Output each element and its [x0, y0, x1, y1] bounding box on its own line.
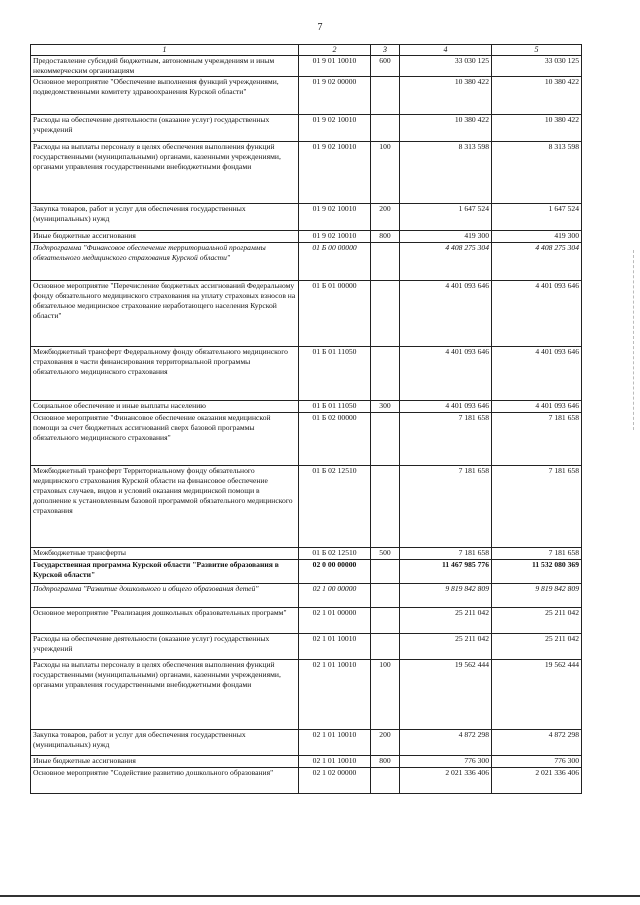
row-type-cell: 800 — [371, 756, 400, 768]
row-value-2-cell: 11 532 080 369 — [492, 560, 582, 584]
row-code-cell: 02 1 01 10010 — [299, 730, 371, 756]
row-value-2-cell: 25 211 042 — [492, 634, 582, 660]
table-row — [31, 56, 582, 77]
row-code-cell: 01 9 01 10010 — [299, 56, 371, 77]
row-type-cell: 200 — [371, 730, 400, 756]
row-value-1-cell: 10 380 422 — [400, 115, 492, 142]
row-value-1-cell: 4 401 093 646 — [400, 281, 492, 347]
table-row — [31, 756, 582, 768]
table-row — [31, 401, 582, 413]
row-value-1-cell: 4 872 298 — [400, 730, 492, 756]
row-type-cell: 100 — [371, 142, 400, 204]
header-col-1: 1 — [31, 45, 299, 56]
table-row — [31, 413, 582, 466]
header-col-2: 2 — [299, 45, 371, 56]
row-name-cell: Основное мероприятие "Реализация дошкольных образовательных программ" — [31, 608, 299, 634]
row-code-cell: 01 Б 01 11050 — [299, 401, 371, 413]
row-value-2-cell: 776 300 — [492, 756, 582, 768]
table-row — [31, 730, 582, 756]
row-value-1-cell: 4 401 093 646 — [400, 347, 492, 401]
row-type-cell — [371, 560, 400, 584]
row-value-2-cell: 8 313 598 — [492, 142, 582, 204]
row-type-cell — [371, 77, 400, 115]
table-row — [31, 660, 582, 730]
row-name-cell: Межбюджетные трансферты — [31, 548, 299, 560]
row-code-cell: 02 1 01 00000 — [299, 608, 371, 634]
row-value-2-cell: 4 401 093 646 — [492, 347, 582, 401]
budget-table — [30, 44, 582, 794]
table-row — [31, 231, 582, 243]
page-bottom-line — [0, 895, 640, 897]
row-name-cell: Межбюджетный трансферт Федеральному фонду обязательного медицинского страхования в части финансирования территориальной программы обязательного медицинского страхования — [31, 347, 299, 401]
row-value-1-cell: 419 300 — [400, 231, 492, 243]
table-row — [31, 142, 582, 204]
row-code-cell: 01 Б 01 00000 — [299, 281, 371, 347]
table-row — [31, 466, 582, 548]
row-code-cell: 01 Б 02 12510 — [299, 548, 371, 560]
row-code-cell: 02 1 01 10010 — [299, 634, 371, 660]
table-row — [31, 281, 582, 347]
row-value-1-cell: 25 211 042 — [400, 634, 492, 660]
row-value-2-cell: 9 819 842 809 — [492, 584, 582, 608]
row-value-2-cell: 4 408 275 304 — [492, 243, 582, 281]
header-col-3: 3 — [371, 45, 400, 56]
row-name-cell: Закупка товаров, работ и услуг для обеспечения государственных (муниципальных) нужд — [31, 204, 299, 231]
row-name-cell: Иные бюджетные ассигнования — [31, 756, 299, 768]
table-row — [31, 768, 582, 794]
row-name-cell: Подпрограмма "Финансовое обеспечение территориальной программы обязательного медицинского страхования Курской области" — [31, 243, 299, 281]
row-code-cell: 01 Б 00 00000 — [299, 243, 371, 281]
row-value-2-cell: 4 401 093 646 — [492, 281, 582, 347]
row-name-cell: Межбюджетный трансферт Территориальному фонду обязательного медицинского страхования Курской области на финансовое обеспечение страховых случаев, видов и условий оказания медицинской помощи в дополнение к установленным базовой программой обязательного медицинского страхования — [31, 466, 299, 548]
row-value-2-cell: 4 401 093 646 — [492, 401, 582, 413]
row-type-cell — [371, 768, 400, 794]
row-value-1-cell: 10 380 422 — [400, 77, 492, 115]
row-value-2-cell: 33 030 125 — [492, 56, 582, 77]
row-value-1-cell: 11 467 985 776 — [400, 560, 492, 584]
row-name-cell: Расходы на обеспечение деятельности (оказание услуг) государственных учреждений — [31, 115, 299, 142]
row-type-cell — [371, 466, 400, 548]
row-value-1-cell: 7 181 658 — [400, 413, 492, 466]
row-code-cell: 02 1 01 10010 — [299, 756, 371, 768]
row-value-1-cell: 2 021 336 406 — [400, 768, 492, 794]
row-code-cell: 01 Б 02 12510 — [299, 466, 371, 548]
row-value-1-cell: 1 647 524 — [400, 204, 492, 231]
row-code-cell: 01 9 02 10010 — [299, 204, 371, 231]
table-body — [31, 56, 582, 794]
row-code-cell: 01 Б 01 11050 — [299, 347, 371, 401]
row-type-cell — [371, 243, 400, 281]
row-type-cell — [371, 347, 400, 401]
row-value-2-cell: 10 380 422 — [492, 77, 582, 115]
row-code-cell: 01 9 02 10010 — [299, 231, 371, 243]
row-value-1-cell: 33 030 125 — [400, 56, 492, 77]
table-row — [31, 608, 582, 634]
header-col-5: 5 — [492, 45, 582, 56]
row-code-cell: 01 9 02 00000 — [299, 77, 371, 115]
table-row — [31, 243, 582, 281]
row-type-cell: 200 — [371, 204, 400, 231]
header-col-4: 4 — [400, 45, 492, 56]
row-type-cell: 300 — [371, 401, 400, 413]
row-name-cell: Расходы на выплаты персоналу в целях обеспечения выполнения функций государственными (муниципальными) органами, казенными учреждениями, органами управления государственными внебюджетными фондами — [31, 142, 299, 204]
row-type-cell — [371, 115, 400, 142]
row-code-cell: 02 0 00 00000 — [299, 560, 371, 584]
row-value-2-cell: 1 647 524 — [492, 204, 582, 231]
row-code-cell: 02 1 00 00000 — [299, 584, 371, 608]
row-value-2-cell: 4 872 298 — [492, 730, 582, 756]
row-code-cell: 01 9 02 10010 — [299, 115, 371, 142]
table-row — [31, 634, 582, 660]
row-name-cell: Предоставление субсидий бюджетным, автономным учреждениям и иным некоммерческим организациям — [31, 56, 299, 77]
row-name-cell: Основное мероприятие "Содействие развитию дошкольного образования" — [31, 768, 299, 794]
table-row — [31, 560, 582, 584]
row-value-2-cell: 7 181 658 — [492, 466, 582, 548]
row-name-cell: Государственная программа Курской области "Развитие образования в Курской области" — [31, 560, 299, 584]
row-value-2-cell: 2 021 336 406 — [492, 768, 582, 794]
table-row — [31, 548, 582, 560]
row-type-cell: 800 — [371, 231, 400, 243]
row-code-cell: 02 1 01 10010 — [299, 660, 371, 730]
row-name-cell: Закупка товаров, работ и услуг для обеспечения государственных (муниципальных) нужд — [31, 730, 299, 756]
row-type-cell — [371, 413, 400, 466]
row-value-2-cell: 19 562 444 — [492, 660, 582, 730]
row-value-2-cell: 25 211 042 — [492, 608, 582, 634]
row-type-cell — [371, 608, 400, 634]
row-value-1-cell: 7 181 658 — [400, 548, 492, 560]
row-type-cell: 100 — [371, 660, 400, 730]
row-value-1-cell: 8 313 598 — [400, 142, 492, 204]
table-row — [31, 584, 582, 608]
row-value-2-cell: 419 300 — [492, 231, 582, 243]
row-value-2-cell: 7 181 658 — [492, 548, 582, 560]
page-number: 7 — [317, 22, 323, 33]
row-code-cell: 01 Б 02 00000 — [299, 413, 371, 466]
row-type-cell: 500 — [371, 548, 400, 560]
row-value-1-cell: 25 211 042 — [400, 608, 492, 634]
row-name-cell: Расходы на обеспечение деятельности (оказание услуг) государственных учреждений — [31, 634, 299, 660]
row-value-1-cell: 776 300 — [400, 756, 492, 768]
row-type-cell — [371, 281, 400, 347]
row-name-cell: Расходы на выплаты персоналу в целях обеспечения выполнения функций государственными (муниципальными) органами, казенными учреждениями, органами управления государственными внебюджетными фондами — [31, 660, 299, 730]
row-name-cell: Иные бюджетные ассигнования — [31, 231, 299, 243]
row-value-1-cell: 4 401 093 646 — [400, 401, 492, 413]
header-row — [31, 45, 582, 56]
row-type-cell: 600 — [371, 56, 400, 77]
scan-edge-marks — [633, 250, 636, 430]
table-row — [31, 115, 582, 142]
table-row — [31, 347, 582, 401]
table-row — [31, 77, 582, 115]
row-name-cell: Основное мероприятие "Обеспечение выполнения функций учреждениями, подведомственными комитету здравоохранения Курской области" — [31, 77, 299, 115]
row-type-cell — [371, 634, 400, 660]
row-value-2-cell: 7 181 658 — [492, 413, 582, 466]
row-code-cell: 01 9 02 10010 — [299, 142, 371, 204]
row-value-2-cell: 10 380 422 — [492, 115, 582, 142]
row-name-cell: Основное мероприятие "Финансовое обеспечение оказания медицинской помощи за счет бюджетных ассигнований сверх базовой программы обязательного медицинского страхования" — [31, 413, 299, 466]
row-name-cell: Основное мероприятие "Перечисление бюджетных ассигнований Федеральному фонду обязательного медицинского страхования на уплату страховых взносов на обязательное медицинское страхование неработающего населения Курской области" — [31, 281, 299, 347]
row-value-1-cell: 7 181 658 — [400, 466, 492, 548]
row-code-cell: 02 1 02 00000 — [299, 768, 371, 794]
row-value-1-cell: 4 408 275 304 — [400, 243, 492, 281]
row-value-1-cell: 19 562 444 — [400, 660, 492, 730]
row-type-cell — [371, 584, 400, 608]
table-row — [31, 204, 582, 231]
row-name-cell: Социальное обеспечение и иные выплаты населению — [31, 401, 299, 413]
row-name-cell: Подпрограмма "Развитие дошкольного и общего образования детей" — [31, 584, 299, 608]
row-value-1-cell: 9 819 842 809 — [400, 584, 492, 608]
